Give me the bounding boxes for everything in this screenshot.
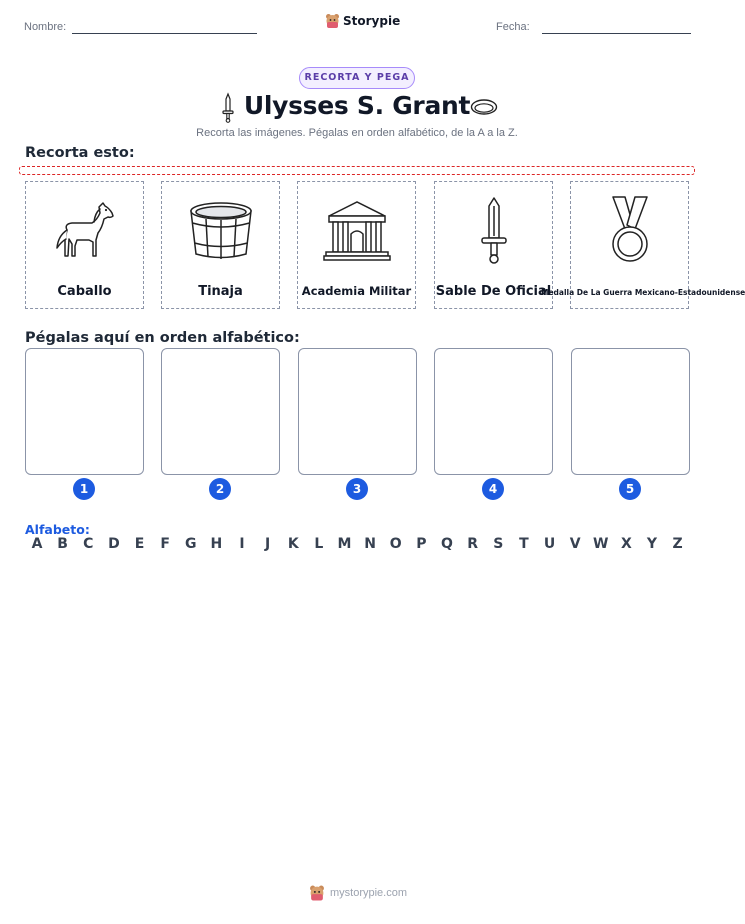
- card-label: Medalla De La Guerra Mexicano-Estadounidense: [541, 288, 745, 297]
- sword-icon: [220, 93, 236, 123]
- instructions: Recorta las imágenes. Pégalas en orden alfabético, de la A a la Z.: [196, 127, 518, 139]
- cut-card-sable-de-oficial[interactable]: [434, 181, 553, 309]
- alphabet-letter: Y: [646, 536, 658, 552]
- alphabet-letter: M: [337, 536, 352, 552]
- alphabet-letter: X: [620, 536, 632, 552]
- alphabet-letter: U: [543, 536, 556, 552]
- alphabet-letter: I: [239, 536, 245, 552]
- alphabet-letter: T: [519, 536, 529, 552]
- activity-badge: RECORTA Y PEGA: [299, 67, 415, 89]
- alphabet-letter: V: [569, 536, 581, 552]
- alphabet-letter: J: [265, 536, 271, 552]
- alphabet-letter: A: [31, 536, 43, 552]
- footer-url[interactable]: mystorypie.com: [330, 887, 408, 899]
- page-title: Ulysses S. Grant: [243, 91, 471, 120]
- alphabet-letter: B: [57, 536, 68, 552]
- date-label: Fecha:: [496, 21, 530, 33]
- alphabet-letter: W: [593, 536, 609, 552]
- alphabet-letter: R: [467, 536, 479, 552]
- alphabet-letter: P: [416, 536, 427, 552]
- ring-icon: [469, 97, 499, 119]
- alphabet-letter: H: [210, 536, 223, 552]
- alphabet-letter: Z: [672, 536, 683, 552]
- card-label: Academia Militar: [301, 284, 412, 298]
- card-label: Caballo: [57, 284, 112, 299]
- bear-logo-icon: [325, 13, 340, 29]
- paste-slot-1[interactable]: [25, 348, 144, 475]
- alphabet-letter: G: [185, 536, 197, 552]
- storypie-logo: [325, 13, 400, 29]
- horse-icon: [50, 196, 120, 266]
- alphabet-letter: K: [287, 536, 299, 552]
- name-field-line[interactable]: [72, 33, 257, 34]
- card-label: Sable De Oficial: [435, 284, 552, 299]
- alphabet-letter: D: [108, 536, 120, 552]
- alphabet-letter: Q: [441, 536, 453, 552]
- name-label: Nombre:: [24, 21, 67, 33]
- alphabet-letter: E: [134, 536, 145, 552]
- cut-card-caballo[interactable]: [25, 181, 144, 309]
- alphabet-letter: C: [83, 536, 94, 552]
- sword-icon: [479, 196, 509, 266]
- cut-card-academia-militar[interactable]: [297, 181, 416, 309]
- cut-line: [19, 166, 695, 175]
- slot-number: 2: [209, 478, 231, 500]
- alphabet-letter: O: [389, 536, 402, 552]
- slot-number: 1: [73, 478, 95, 500]
- alphabet-row: [25, 536, 690, 552]
- alphabet-letter: L: [314, 536, 324, 552]
- bear-logo-icon: [309, 884, 325, 902]
- card-label: Tinaja: [198, 284, 243, 299]
- cut-card-medalla[interactable]: [541, 181, 745, 309]
- alphabet-letter: N: [364, 536, 376, 552]
- slot-number: 5: [619, 478, 641, 500]
- paste-slot-3[interactable]: [298, 348, 417, 475]
- paste-slot-4[interactable]: [434, 348, 553, 475]
- cut-card-tinaja[interactable]: [161, 181, 280, 309]
- paste-slot-5[interactable]: [571, 348, 690, 475]
- alphabet-letter: S: [493, 536, 504, 552]
- barrel-icon: [187, 199, 255, 263]
- alphabet-heading: Alfabeto:: [25, 522, 90, 537]
- slot-number: 4: [482, 478, 504, 500]
- footer: [309, 884, 407, 902]
- medal-icon: [605, 195, 655, 267]
- paste-heading: Pégalas aquí en orden alfabético:: [25, 330, 300, 346]
- alphabet-letter: F: [160, 536, 170, 552]
- academy-building-icon: [323, 198, 391, 264]
- paste-slot-2[interactable]: [161, 348, 280, 475]
- date-field-line[interactable]: [542, 33, 691, 34]
- slot-number: 3: [346, 478, 368, 500]
- logo-text: Storypie: [343, 14, 401, 28]
- cut-heading: Recorta esto:: [25, 145, 135, 161]
